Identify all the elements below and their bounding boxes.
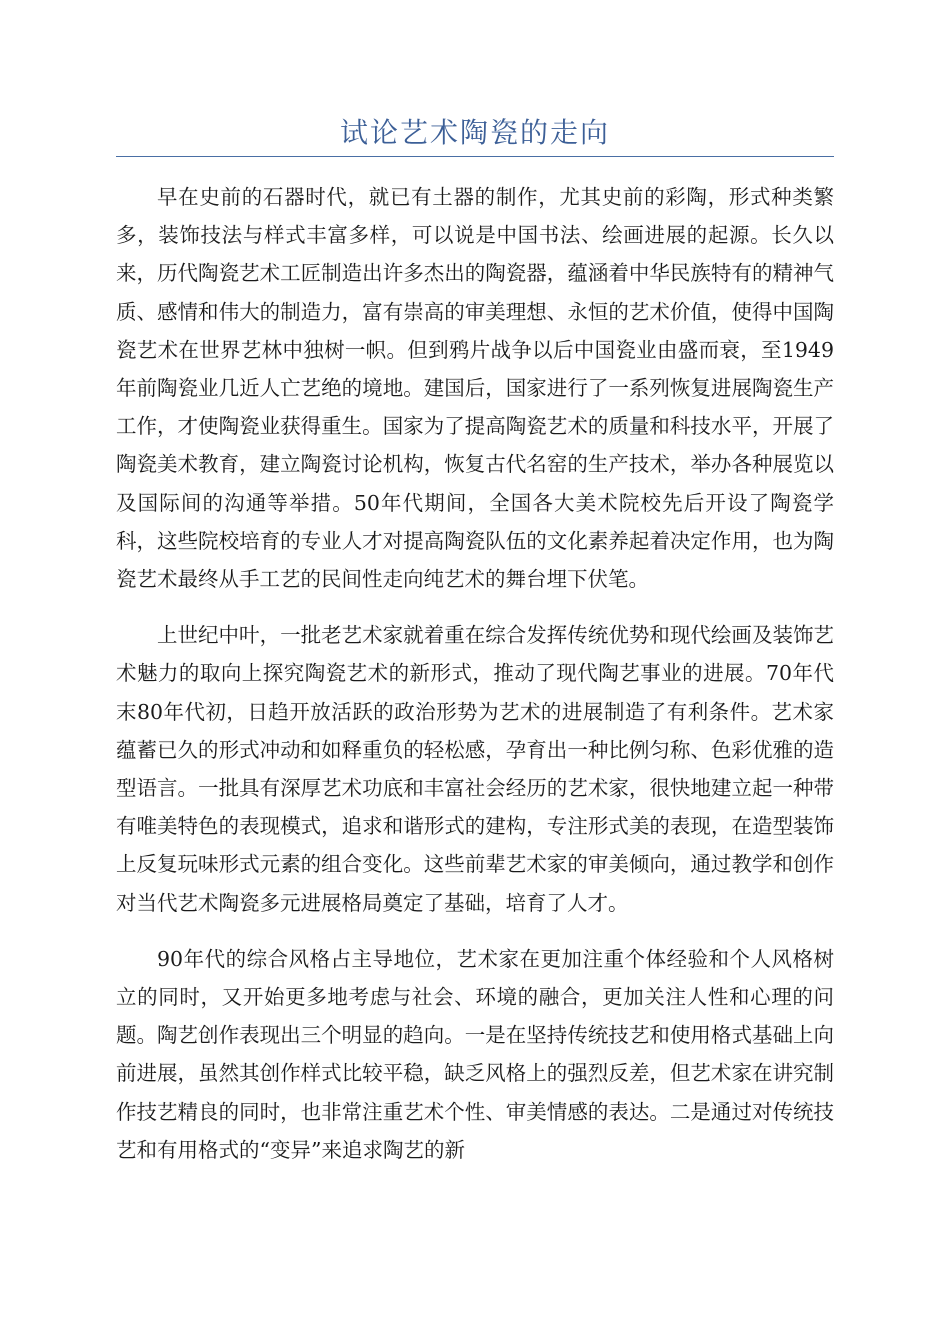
paragraph-3: 90年代的综合风格占主导地位，艺术家在更加注重个体经验和个人风格树立的同时，又开始更多地考虑与社会、环境的融合，更加关注人性和心理的问题。陶艺创作表现出三个明显的趋向。一是在坚持传统技艺和使用格式基础上向前进展，虽然其创作样式比较平稳，缺乏风格上的强烈反差，但艺术家在讲究制作技艺精良的同时，也非常注重艺术个性、审美情感的表达。二是通过对传统技艺和有用格式的“变异”来追求陶艺的新	[116, 946, 834, 1162]
document-body	[116, 178, 834, 1187]
document-title: 试论艺术陶瓷的走向	[339, 116, 610, 149]
title-block	[116, 110, 834, 157]
paragraph-2: 上世纪中叶，一批老艺术家就着重在综合发挥传统优势和现代绘画及装饰艺术魅力的取向上探究陶瓷艺术的新形式，推动了现代陶艺事业的进展。70年代末80年代初，日趋开放活跃的政治形势为艺术的进展制造了有利条件。艺术家蕴蓄已久的形式冲动和如释重负的轻松感，孕育出一种比例匀称、色彩优雅的造型语言。一批具有深厚艺术功底和丰富社会经历的艺术家，很快地建立起一种带有唯美特色的表现模式，追求和谐形式的建构，专注形式美的表现，在造型装饰上反复玩味形式元素的组合变化。这些前辈艺术家的审美倾向，通过教学和创作对当代艺术陶瓷多元进展格局奠定了基础，培育了人才。	[116, 623, 834, 915]
paragraph-1: 早在史前的石器时代，就已有土器的制作，尤其史前的彩陶，形式种类繁多，装饰技法与样式丰富多样，可以说是中国书法、绘画进展的起源。长久以来，历代陶瓷艺术工匠制造出许多杰出的陶瓷器，蕴涵着中华民族特有的精神气质、感情和伟大的制造力，富有崇高的审美理想、永恒的艺术价值，使得中国陶瓷艺术在世界艺林中独树一帜。但到鸦片战争以后中国瓷业由盛而衰，至1949年前陶瓷业几近人亡艺绝的境地。建国后，国家进行了一系列恢复进展陶瓷生产工作，才使陶瓷业获得重生。国家为了提高陶瓷艺术的质量和科技水平，开展了陶瓷美术教育，建立陶瓷讨论机构，恢复古代名窑的生产技术，举办各种展览以及国际间的沟通等举措。50年代期间，全国各大美术院校先后开设了陶瓷学科，这些院校培育的专业人才对提高陶瓷队伍的文化素养起着决定作用，也为陶瓷艺术最终从手工艺的民间性走向纯艺术的舞台埋下伏笔。	[116, 185, 834, 592]
